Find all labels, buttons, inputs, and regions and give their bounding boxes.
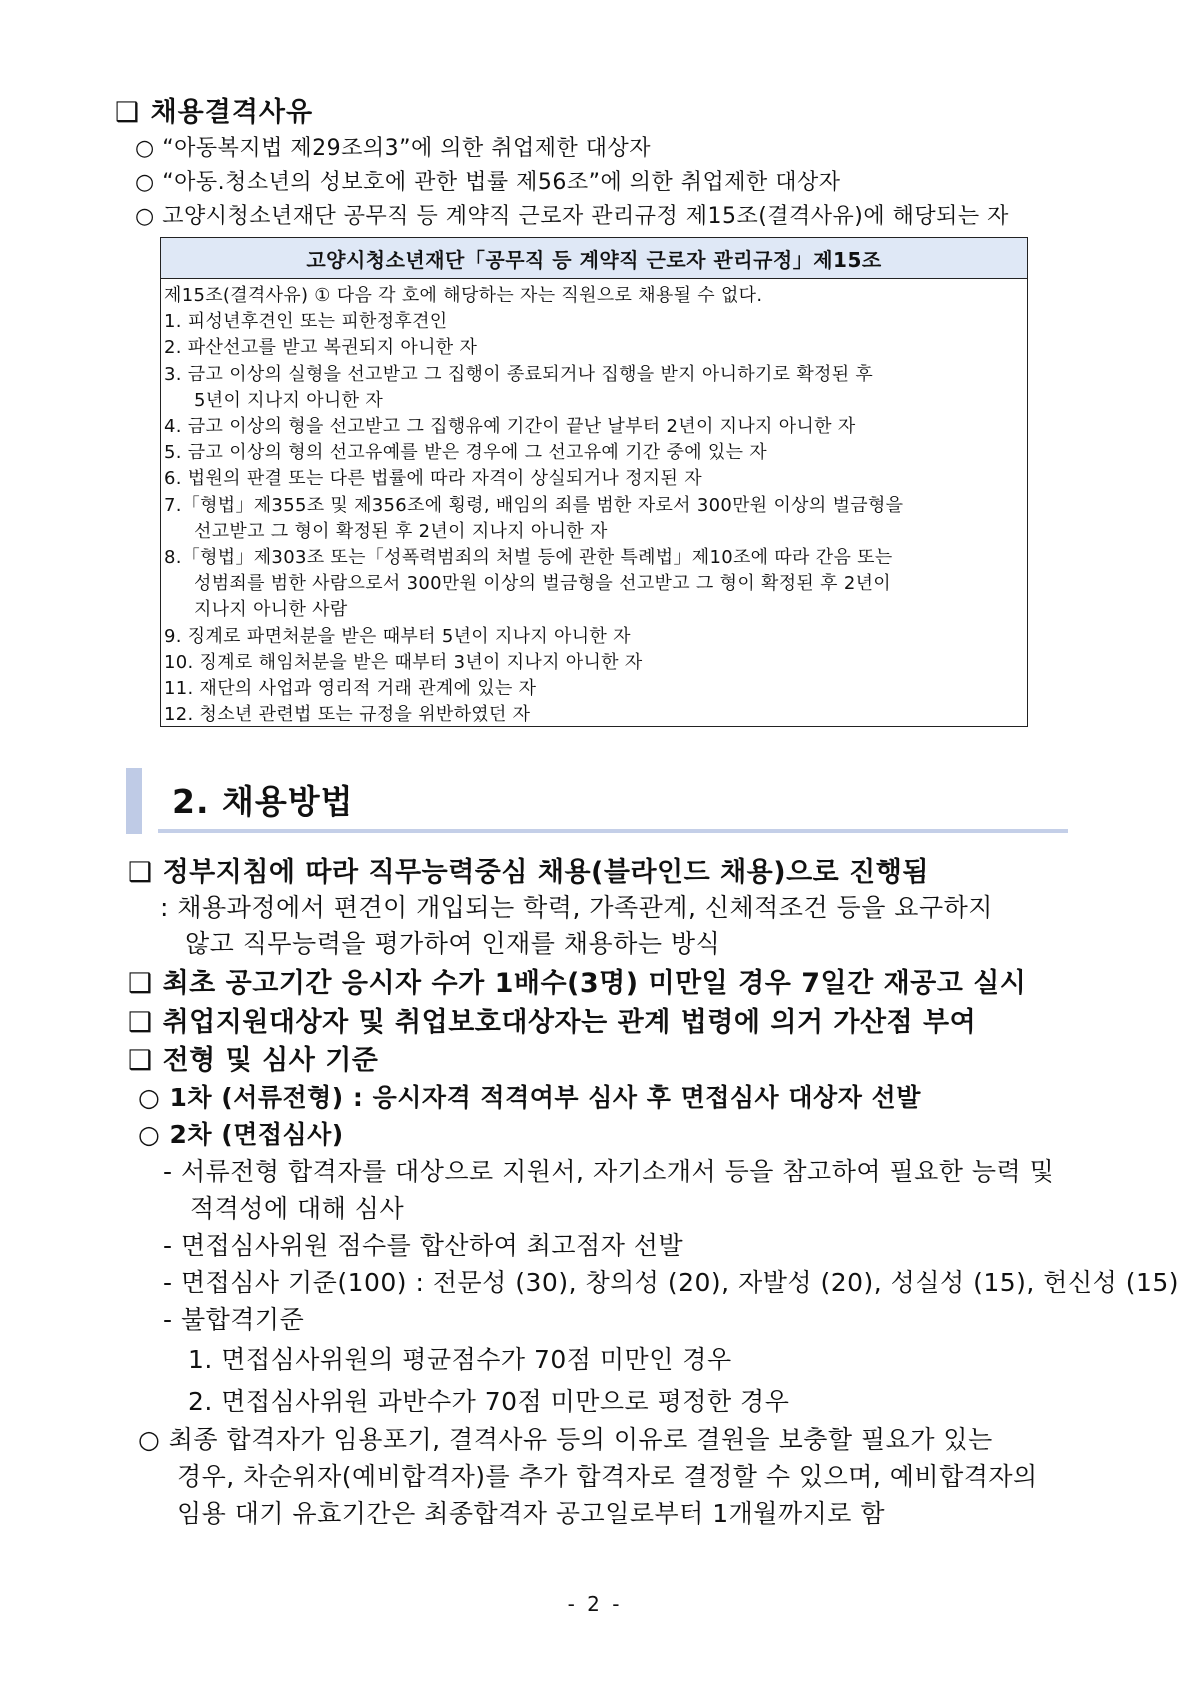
disq-item-2: ○ “아동.청소년의 성보호에 관한 법률 제56조”에 의한 취업제한 대상자 bbox=[135, 170, 841, 195]
table-line: 3. 금고 이상의 실형을 선고받고 그 집행이 종료되거나 집행을 받지 아니하기로 확정된 후 bbox=[164, 363, 874, 385]
table-line: 5. 금고 이상의 형의 선고유예를 받은 경우에 그 선고유예 기간 중에 있는 자 bbox=[164, 442, 767, 464]
table-line: 2. 파산선고를 받고 복권되지 아니한 자 bbox=[164, 337, 478, 359]
regulation-table-header: 고양시청소년재단「공무직 등 계약직 근로자 관리규정」제15조 bbox=[161, 238, 1027, 279]
regulation-table-body bbox=[161, 279, 1027, 728]
section-marker-bar bbox=[126, 768, 142, 834]
table-line: 8.「형법」제303조 또는「성폭력범죄의 처벌 등에 관한 특례법」제10조에 따라 간음 또는 bbox=[164, 547, 893, 569]
disq-item-1: ○ “아동복지법 제29조의3”에 의한 취업제한 대상자 bbox=[135, 136, 651, 161]
disqualification-heading: ❑ 채용결격사유 bbox=[115, 97, 314, 128]
step-2: ○ 2차 (면접심사) bbox=[138, 1120, 344, 1149]
section-underline bbox=[158, 829, 1068, 833]
table-line: 6. 법원의 판결 또는 다른 법률에 따라 자격이 상실되거나 정지된 자 bbox=[164, 468, 702, 490]
table-line: 4. 금고 이상의 형을 선고받고 그 집행유예 기간이 끝난 날부터 2년이 지나지 아니한 자 bbox=[164, 416, 856, 438]
blind-hiring-desc-1: : 채용과정에서 편견이 개입되는 학력, 가족관계, 신체적조건 등을 요구하지 bbox=[160, 893, 993, 922]
bullet-repost: ❑ 최초 공고기간 응시자 수가 1배수(3명) 미만일 경우 7일간 재공고 실시 bbox=[128, 968, 1027, 999]
regulation-table bbox=[160, 237, 1028, 727]
interview-detail-4: - 불합격기준 bbox=[163, 1305, 305, 1334]
table-line: 제15조(결격사유) ① 다음 각 호에 해당하는 자는 직원으로 채용될 수 없다. bbox=[164, 285, 763, 306]
table-line: 7.「형법」제355조 및 제356조에 횡령, 배임의 죄를 범한 자로서 300만원 이상의 벌금형을 bbox=[164, 494, 904, 516]
step-1: ○ 1차 (서류전형) : 응시자격 적격여부 심사 후 면접심사 대상자 선발 bbox=[138, 1083, 921, 1112]
table-line: 11. 재단의 사업과 영리적 거래 관계에 있는 자 bbox=[164, 678, 537, 700]
final-note-1: ○ 최종 합격자가 임용포기, 결격사유 등의 이유로 결원을 보충할 필요가 있는 bbox=[138, 1425, 993, 1454]
interview-detail-2: - 면접심사위원 점수를 합산하여 최고점자 선발 bbox=[163, 1231, 684, 1260]
disq-item-3: ○ 고양시청소년재단 공무직 등 계약직 근로자 관리규정 제15조(결격사유)에 해당되는 자 bbox=[135, 204, 1009, 229]
bullet-bonus-points: ❑ 취업지원대상자 및 취업보호대상자는 관계 법령에 의거 가산점 부여 bbox=[128, 1007, 977, 1038]
table-line: 지나지 아니한 사람 bbox=[194, 599, 348, 621]
section-2-title: 2. 채용방법 bbox=[172, 782, 354, 821]
final-note-3: 임용 대기 유효기간은 최종합격자 공고일로부터 1개월까지로 함 bbox=[177, 1499, 885, 1528]
fail-criterion-1: 1. 면접심사위원의 평균점수가 70점 미만인 경우 bbox=[188, 1345, 732, 1374]
blind-hiring-desc-2: 않고 직무능력을 평가하여 인재를 채용하는 방식 bbox=[185, 929, 721, 958]
bullet-criteria: ❑ 전형 및 심사 기준 bbox=[128, 1045, 379, 1076]
bullet-blind-hiring: ❑ 정부지침에 따라 직무능력중심 채용(블라인드 채용)으로 진행됨 bbox=[128, 857, 929, 888]
final-note-2: 경우, 차순위자(예비합격자)를 추가 합격자로 결정할 수 있으며, 예비합격자의 bbox=[177, 1462, 1038, 1491]
table-line: 12. 청소년 관련법 또는 규정을 위반하였던 자 bbox=[164, 704, 531, 726]
table-line: 1. 피성년후견인 또는 피한정후견인 bbox=[164, 311, 448, 333]
fail-criterion-2: 2. 면접심사위원 과반수가 70점 미만으로 평정한 경우 bbox=[188, 1387, 790, 1416]
table-line: 10. 징계로 해임처분을 받은 때부터 3년이 지나지 아니한 자 bbox=[164, 651, 643, 673]
table-line: 선고받고 그 형이 확정된 후 2년이 지나지 아니한 자 bbox=[194, 520, 608, 542]
interview-detail-1a: - 서류전형 합격자를 대상으로 지원서, 자기소개서 등을 참고하여 필요한 능력 및 bbox=[163, 1157, 1055, 1186]
interview-detail-3: - 면접심사 기준(100) : 전문성 (30), 창의성 (20), 자발성 (20), 성실성 (15), 헌신성 (15) bbox=[163, 1268, 1180, 1297]
interview-detail-1b: 적격성에 대해 심사 bbox=[190, 1194, 405, 1223]
page-number: - 2 - bbox=[567, 1592, 623, 1616]
table-line: 9. 징계로 파면처분을 받은 때부터 5년이 지나지 아니한 자 bbox=[164, 625, 631, 647]
table-line: 5년이 지나지 아니한 자 bbox=[194, 389, 384, 411]
table-line: 성범죄를 범한 사람으로서 300만원 이상의 벌금형을 선고받고 그 형이 확정된 후 2년이 bbox=[194, 573, 891, 595]
